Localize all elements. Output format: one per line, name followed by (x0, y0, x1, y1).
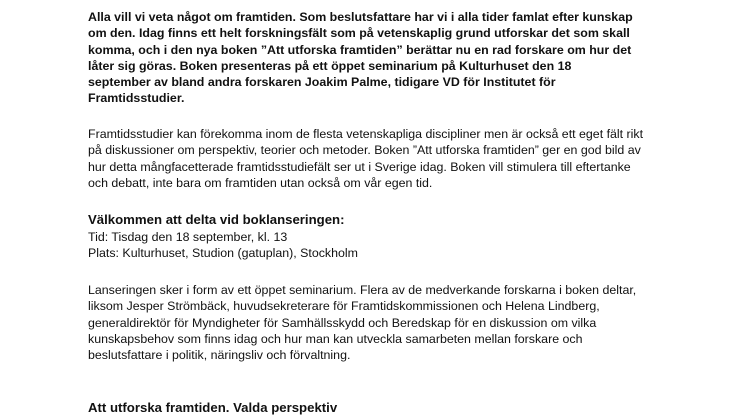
book-heading: Att utforska framtiden. Valda perspektiv (88, 400, 338, 415)
lead-paragraph: Alla vill vi veta något om framtiden. Som beslutsfattare har vi i alla tider famlat efter kunskap om den. Idag finns ett helt forskningsfält som på vetenskaplig grund utforskar det som skall komma, och i den nya boken ”Att utforska framtiden” berättar nu en rad forskare om hur det låter sig göras. Boken presenteras på ett öppet seminarium på Kulturhuset den 18 september av bland andra forskaren Joakim Palme, tidigare VD för Institutet för Framtidsstudier. (88, 10, 633, 106)
event-time: Tid: Tisdag den 18 september, kl. 13 (88, 230, 288, 244)
body-paragraph-2: Lanseringen sker i form av ett öppet seminarium. Flera av de medverkande forskarna i boken deltar, liksom Jesper Strömbäck, huvudsekreterare för Framtidskommissionen och Helena Lindberg, generaldirektör för Myndigheter för Samhällsskydd och Beredskap för en diskussion om vilka kunskapsbehov som finns idag och hur man kan utveckla samarbeten mellan forskare och beslutsfattare i politik, näringsliv och förvaltning. (88, 283, 637, 363)
welcome-heading: Välkommen att delta vid boklanseringen: (88, 212, 345, 227)
event-place: Plats: Kulturhuset, Studion (gatuplan), Stockholm (88, 246, 358, 260)
body-paragraph-1: Framtidsstudier kan förekomma inom de flesta vetenskapliga discipliner men är också ett eget fält rikt på diskussioner om perspektiv, teorier och metoder. Boken ”Att utforska framtiden” ger en god bild av hur detta mångfacetterade framtidsstudiefält ser ut i Sverige idag. Boken vill stimulera till eftertanke och debatt, inte bara om framtiden utan också om vår egen tid. (88, 127, 644, 190)
